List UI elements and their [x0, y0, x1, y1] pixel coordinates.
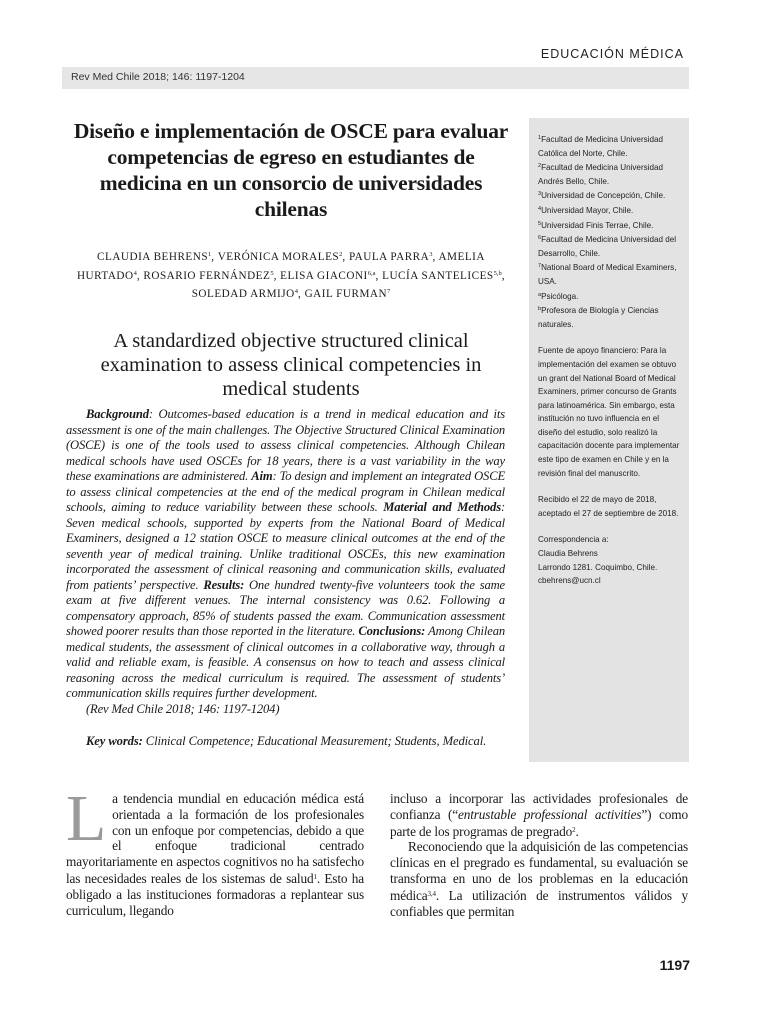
- affiliation-item: [538, 260, 681, 288]
- affiliation-item: [538, 289, 681, 304]
- body-text: a tendencia mundial en educación médica está orientada a la formación de los profesionales con un enfoque por competencias, debido a que el enfoque tradicional centrado mayoritariamente en aspectos cognitivos no ha satisfecho las necesidades reales de los sistemas de salud: [66, 791, 364, 886]
- abstract-text: : To design and implement an integrated OSCE to assess clinical competencies at the end of the medical program in Chilean medical schools, aiming to reduce variability between these schools.: [66, 469, 505, 514]
- affiliation-text: Psicóloga.: [541, 291, 579, 301]
- author-name: ELISA GIACONI: [280, 269, 368, 282]
- body-text: . La utilización de instrumentos válidos y confiables que permitan: [390, 887, 688, 919]
- body-text: ”) como parte de los programas de pregrado: [390, 806, 688, 839]
- correspondence: [538, 533, 681, 587]
- affiliation-text: Universidad de Concepción, Chile.: [541, 191, 666, 201]
- body-paragraph: [66, 782, 364, 918]
- author-name: GAIL FURMAN: [304, 288, 388, 300]
- author-name: AMELIA HURTADO: [76, 251, 485, 282]
- author-name: SOLEDAD ARMIJO: [191, 288, 295, 300]
- affiliation-mark: 4: [294, 288, 298, 295]
- page-number: 1197: [659, 957, 690, 973]
- article-title-es: Diseño e implementación de OSCE para evaluar competencias de egreso en estudiantes de medicina en un consorcio de universidades chilenas: [73, 119, 509, 221]
- author-name: VERÓNICA MORALES: [217, 251, 340, 263]
- abstract-heading: Material and Methods: [383, 500, 501, 514]
- affiliation-mark: 4: [133, 269, 137, 277]
- affiliation-mark: 2: [339, 251, 343, 258]
- affiliation-mark: a: [538, 291, 542, 298]
- author-name: LUCÍA SANTELICES: [382, 269, 494, 282]
- affiliation-item: [538, 218, 681, 233]
- affiliation-mark: 7: [538, 263, 542, 270]
- affiliation-mark: 3: [538, 191, 542, 198]
- body-paragraph: [390, 839, 688, 919]
- affiliation-text: Profesora de Biología y Ciencias naturales.: [538, 306, 659, 329]
- abstract-text: One hundred twenty-five volunteers took the same exam at five different venues. The internal consistency was 0.62. Following a compensatory approach, 85% of students passed the exam. Communication assessment showed poorer results than those reported in the literature.: [66, 577, 505, 638]
- body-text: Reconociendo que la adquisición de las competencias clínicas en el pregrado es fundamental, su evaluación se transforma en uno de los problemas en la educación médica: [390, 839, 688, 903]
- body-paragraph: [390, 791, 688, 839]
- affiliation-mark: 5,b: [493, 269, 502, 277]
- funding-note: Fuente de apoyo financiero: Para la implementación del examen se obtuvo un grant del National Board of Medical Examiners, primer concurso de Grants para latinoamérica. Sin embargo, esta institución no tuvo influencia en el diseño del estudio, solo realizó la capacitación docente para implementar este tipo de examen en Chile y en la revisión final del manuscrito.: [538, 346, 680, 478]
- abstract-heading: Aim: [251, 469, 273, 483]
- affiliation-item: [538, 303, 681, 331]
- affiliation-mark: 7: [387, 288, 391, 295]
- affiliation-text: Universidad Finis Terrae, Chile.: [541, 220, 654, 230]
- affiliation-mark: 2: [538, 163, 542, 170]
- correspondence-line: Claudia Behrens: [538, 549, 598, 559]
- body-column-left: [66, 782, 364, 918]
- author-name: ROSARIO FERNÁNDEZ: [143, 269, 271, 282]
- affiliations-sidebar: [529, 118, 689, 762]
- reference-mark: 2: [572, 825, 576, 834]
- abstract-heading: Results:: [203, 577, 245, 592]
- affiliation-item: [538, 160, 681, 188]
- affiliation-text: Facultad de Medicina Universidad Andrés Bello, Chile.: [538, 163, 663, 186]
- abstract-text: : Seven medical schools, supported by experts from the National Board of Medical Examiners, designed a 12 station OSCE to measure clinical outcomes at the end of the seventh year of medical training. Unlike traditional OSCEs, this new examination incorporated the assessment of clinical reasoning and communication skills, evaluated from patients’ perspective.: [66, 500, 505, 592]
- article-title-en: A standardized objective structured clinical examination to assess clinical competencies in medical students: [100, 330, 482, 400]
- drop-cap: L: [66, 782, 107, 855]
- affiliation-mark: 6: [538, 235, 542, 242]
- journal-citation: Rev Med Chile 2018; 146: 1197-1204: [71, 71, 245, 83]
- affiliation-list: [538, 132, 681, 331]
- abstract-text: Among Chilean medical students, the assessment of clinical outcomes in a collaborative way, through a valid and reliable exam, is feasible. A consensus on how to teach and assess clinical reasoning across the medical curriculum is required. The assessment of students’ communication skills requires further development.: [66, 624, 505, 700]
- keywords-text: Clinical Competence; Educational Measurement; Students, Medical.: [142, 734, 487, 748]
- correspondence-line: cbehrens@ucn.cl: [538, 576, 601, 586]
- affiliation-text: Universidad Mayor, Chile.: [541, 205, 634, 215]
- reference-mark: 1: [313, 872, 317, 881]
- keywords-label: Key words:: [86, 734, 143, 748]
- received-date: Recibido el 22 de mayo de 2018, aceptado el 27 de septiembre de 2018.: [538, 495, 679, 518]
- affiliation-item: [538, 232, 681, 260]
- body-text: . Esto ha obligado a las instituciones formadoras a replantear sus curriculum, llegando: [66, 870, 364, 918]
- section-label: EDUCACIÓN MÉDICA: [540, 47, 684, 61]
- affiliation-item: [538, 188, 681, 203]
- abstract-heading: Conclusions:: [358, 624, 426, 638]
- abstract-citation: (Rev Med Chile 2018; 146: 1197-1204): [86, 701, 280, 716]
- body-text: incluso a incorporar las actividades profesionales de confianza (“: [390, 791, 688, 822]
- affiliation-mark: 5: [538, 220, 542, 227]
- affiliation-mark: 3: [429, 251, 433, 258]
- affiliation-mark: 1: [208, 251, 212, 258]
- affiliation-text: Facultad de Medicina Universidad del Desarrollo, Chile.: [538, 235, 677, 258]
- author-name: CLAUDIA BEHRENS: [97, 251, 209, 263]
- citation-bar: [62, 67, 689, 89]
- reference-mark: 3,4: [427, 889, 436, 898]
- correspondence-line: Larrondo 1281. Coquimbo, Chile.: [538, 562, 658, 572]
- abstract-text: : Outcomes-based education is a trend in medical education and its assessment is one of the main challenges. The Objective Structured Clinical Examination (OSCE) is one of the tools used to assess clinical competencies. Although Chilean medical schools have used OSCEs for 18 years, there is a vast variability in the way these examinations are administered.: [66, 407, 505, 483]
- affiliation-text: National Board of Medical Examiners, USA.: [538, 263, 677, 286]
- keywords: [66, 734, 505, 750]
- affiliation-text: Facultad de Medicina Universidad Católica del Norte, Chile.: [538, 135, 663, 158]
- abstract-heading: Background: [86, 407, 149, 421]
- affiliation-item: [538, 132, 681, 160]
- affiliation-mark: 4: [538, 205, 542, 212]
- body-text: .: [575, 823, 579, 839]
- affiliation-mark: 1: [538, 135, 542, 141]
- affiliation-mark: 6,a: [367, 269, 376, 277]
- affiliation-mark: 5: [270, 269, 274, 277]
- affiliation-mark: b: [538, 306, 542, 313]
- correspondence-line: Correspondencia a:: [538, 535, 609, 545]
- body-italic: entrustable professional activities: [457, 806, 642, 822]
- affiliation-item: [538, 203, 681, 218]
- abstract: [66, 407, 505, 717]
- author-list: CLAUDIA BEHRENS$^1$, VERÓNICA MORALES$^2$, PAULA PARRA$^3$, AMELIA HURTADO$^4$, ROSARIO FERNÁNDEZ$^5$, ELISA GIACONI$^{6,a}$, LUCÍA SANTELICES$^{5,b}$, SOLEDAD ARMIJO$^4$, GAIL FURMAN$^7$: [76, 251, 506, 300]
- author-name: PAULA PARRA: [348, 251, 430, 263]
- body-column-right: [390, 791, 688, 919]
